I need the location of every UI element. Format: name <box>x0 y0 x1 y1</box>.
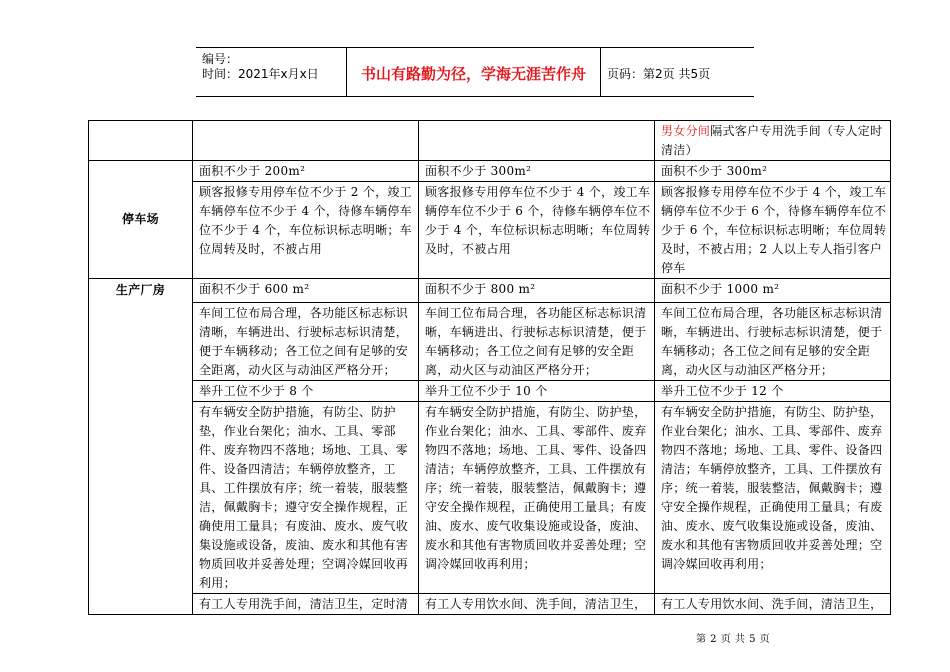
table-cell: 顾客报修专用停车位不少于 2 个，竣工车辆停车位不少于 4 个，待修车辆停车位不少于 4 个，车位标识标志明晰；车位周转及时，不被占用 <box>193 182 419 279</box>
table-cell: 顾客报修专用停车位不少于 4 个，竣工车辆停车位不少于 6 个，待修车辆停车位不少于 6 个，车位标识标志明晰；车位周转及时，不被占用；2 人以上专人指引客户停车 <box>655 182 891 279</box>
table-cell: 有工人专用饮水间、洗手间，清洁卫生， <box>419 594 655 615</box>
table-cell <box>193 121 419 161</box>
table-cell: 举升工位不少于 8 个 <box>193 381 419 402</box>
standards-table <box>88 120 891 615</box>
table-row <box>89 402 891 594</box>
parking-label-cell <box>89 161 193 279</box>
table-cell: 顾客报修专用停车位不少于 4 个，竣工车辆停车位不少于 6 个，待修车辆停车位不少于 4 个，车位标识标志明晰；车位周转及时，不被占用 <box>419 182 655 279</box>
table-cell: 面积不少于 300m² <box>419 161 655 182</box>
restroom-highlight: 男女分间 <box>661 124 711 138</box>
table-cell: 有工人专用饮水间、洗手间，清洁卫生， <box>655 594 891 615</box>
table-row <box>89 279 891 303</box>
table-cell <box>655 121 891 161</box>
header-motto-cell <box>347 48 601 96</box>
table-cell: 有车辆安全防护措施，有防尘、防护垫，作业台架化；油水、工具、零部件、废弃物四不落地；场地、工具、零件、设备四清洁；车辆停放整齐，工具、工件摆放有序；统一着装，服装整洁，佩戴胸卡；遵守安全操作规程，正确使用工量具；有废油、废水、废气收集设施或设备，废油、废水和其他有害物质回收并妥善处理；空调冷媒回收再利用； <box>655 402 891 594</box>
table-row <box>89 121 891 161</box>
header-meta-cell <box>196 48 347 96</box>
table-cell: 面积不少于 600 m² <box>193 279 419 303</box>
table-cell <box>89 121 193 161</box>
parking-label: 停车场 <box>122 212 159 226</box>
header-page-cell <box>601 48 754 96</box>
table-cell: 车间工位布局合理，各功能区标志标识清晰，车辆进出、行驶标志标识清楚，便于车辆移动；各工位之间有足够的安全距离，动火区与动油区严格分开； <box>655 303 891 381</box>
table-cell: 面积不少于 1000 m² <box>655 279 891 303</box>
table-cell: 车间工位布局合理，各功能区标志标识清晰，车辆进出、行驶标志标识清楚，便于车辆移动；各工位之间有足够的安全距离，动火区与动油区严格分开； <box>193 303 419 381</box>
table-cell: 有车辆安全防护措施，有防尘、防护垫，作业台架化；油水、工具、零部件、废弃物四不落地；场地、工具、零件、设备四清洁；车辆停放整齐，工具、工件摆放有序；统一着装，服装整洁，佩戴胸卡；遵守安全操作规程，正确使用工量具；有废油、废水、废气收集设施或设备，废油、废水和其他有害物质回收并妥善处理；空调冷媒回收再利用； <box>419 402 655 594</box>
document-number: 编号： <box>202 52 239 66</box>
table-cell <box>419 121 655 161</box>
document-time: 时间：2021年x月x日 <box>202 67 319 81</box>
workshop-label: 生产厂房 <box>115 283 166 297</box>
table-cell: 举升工位不少于 12 个 <box>655 381 891 402</box>
table-cell: 有工人专用洗手间，清洁卫生，定时清 <box>193 594 419 615</box>
table-row <box>89 381 891 402</box>
table-row <box>89 182 891 279</box>
document-header <box>196 47 754 97</box>
restroom-text: 隔式客户专用洗手间（专人定时清洁） <box>661 124 883 157</box>
table-cell: 有车辆安全防护措施，有防尘、防护垫，作业台架化；油水、工具、零部件、废弃物四不落地；场地、工具、零件、设备四清洁；车辆停放整齐，工具、工件摆放有序；统一着装，服装整洁，佩戴胸卡；遵守安全操作规程，正确使用工量具；有废油、废水、废气收集设施或设备，废油、废水和其他有害物质回收并妥善处理；空调冷媒回收再利用； <box>193 402 419 594</box>
workshop-label-cell <box>89 279 193 615</box>
page-number: 页码：第2页 共5页 <box>607 67 711 81</box>
table-cell: 车间工位布局合理，各功能区标志标识清晰，车辆进出、行驶标志标识清楚，便于车辆移动；各工位之间有足够的安全距离，动火区与动油区严格分开； <box>419 303 655 381</box>
table-cell: 举升工位不少于 10 个 <box>419 381 655 402</box>
table-cell: 面积不少于 200m² <box>193 161 419 182</box>
table-row <box>89 161 891 182</box>
page-footer: 第 2 页 共 5 页 <box>696 634 771 645</box>
table-cell: 面积不少于 800 m² <box>419 279 655 303</box>
table-cell: 面积不少于 300m² <box>655 161 891 182</box>
table-row <box>89 594 891 615</box>
motto-text: 书山有路勤为径，学海无涯苦作舟 <box>360 65 586 83</box>
table-row <box>89 303 891 381</box>
